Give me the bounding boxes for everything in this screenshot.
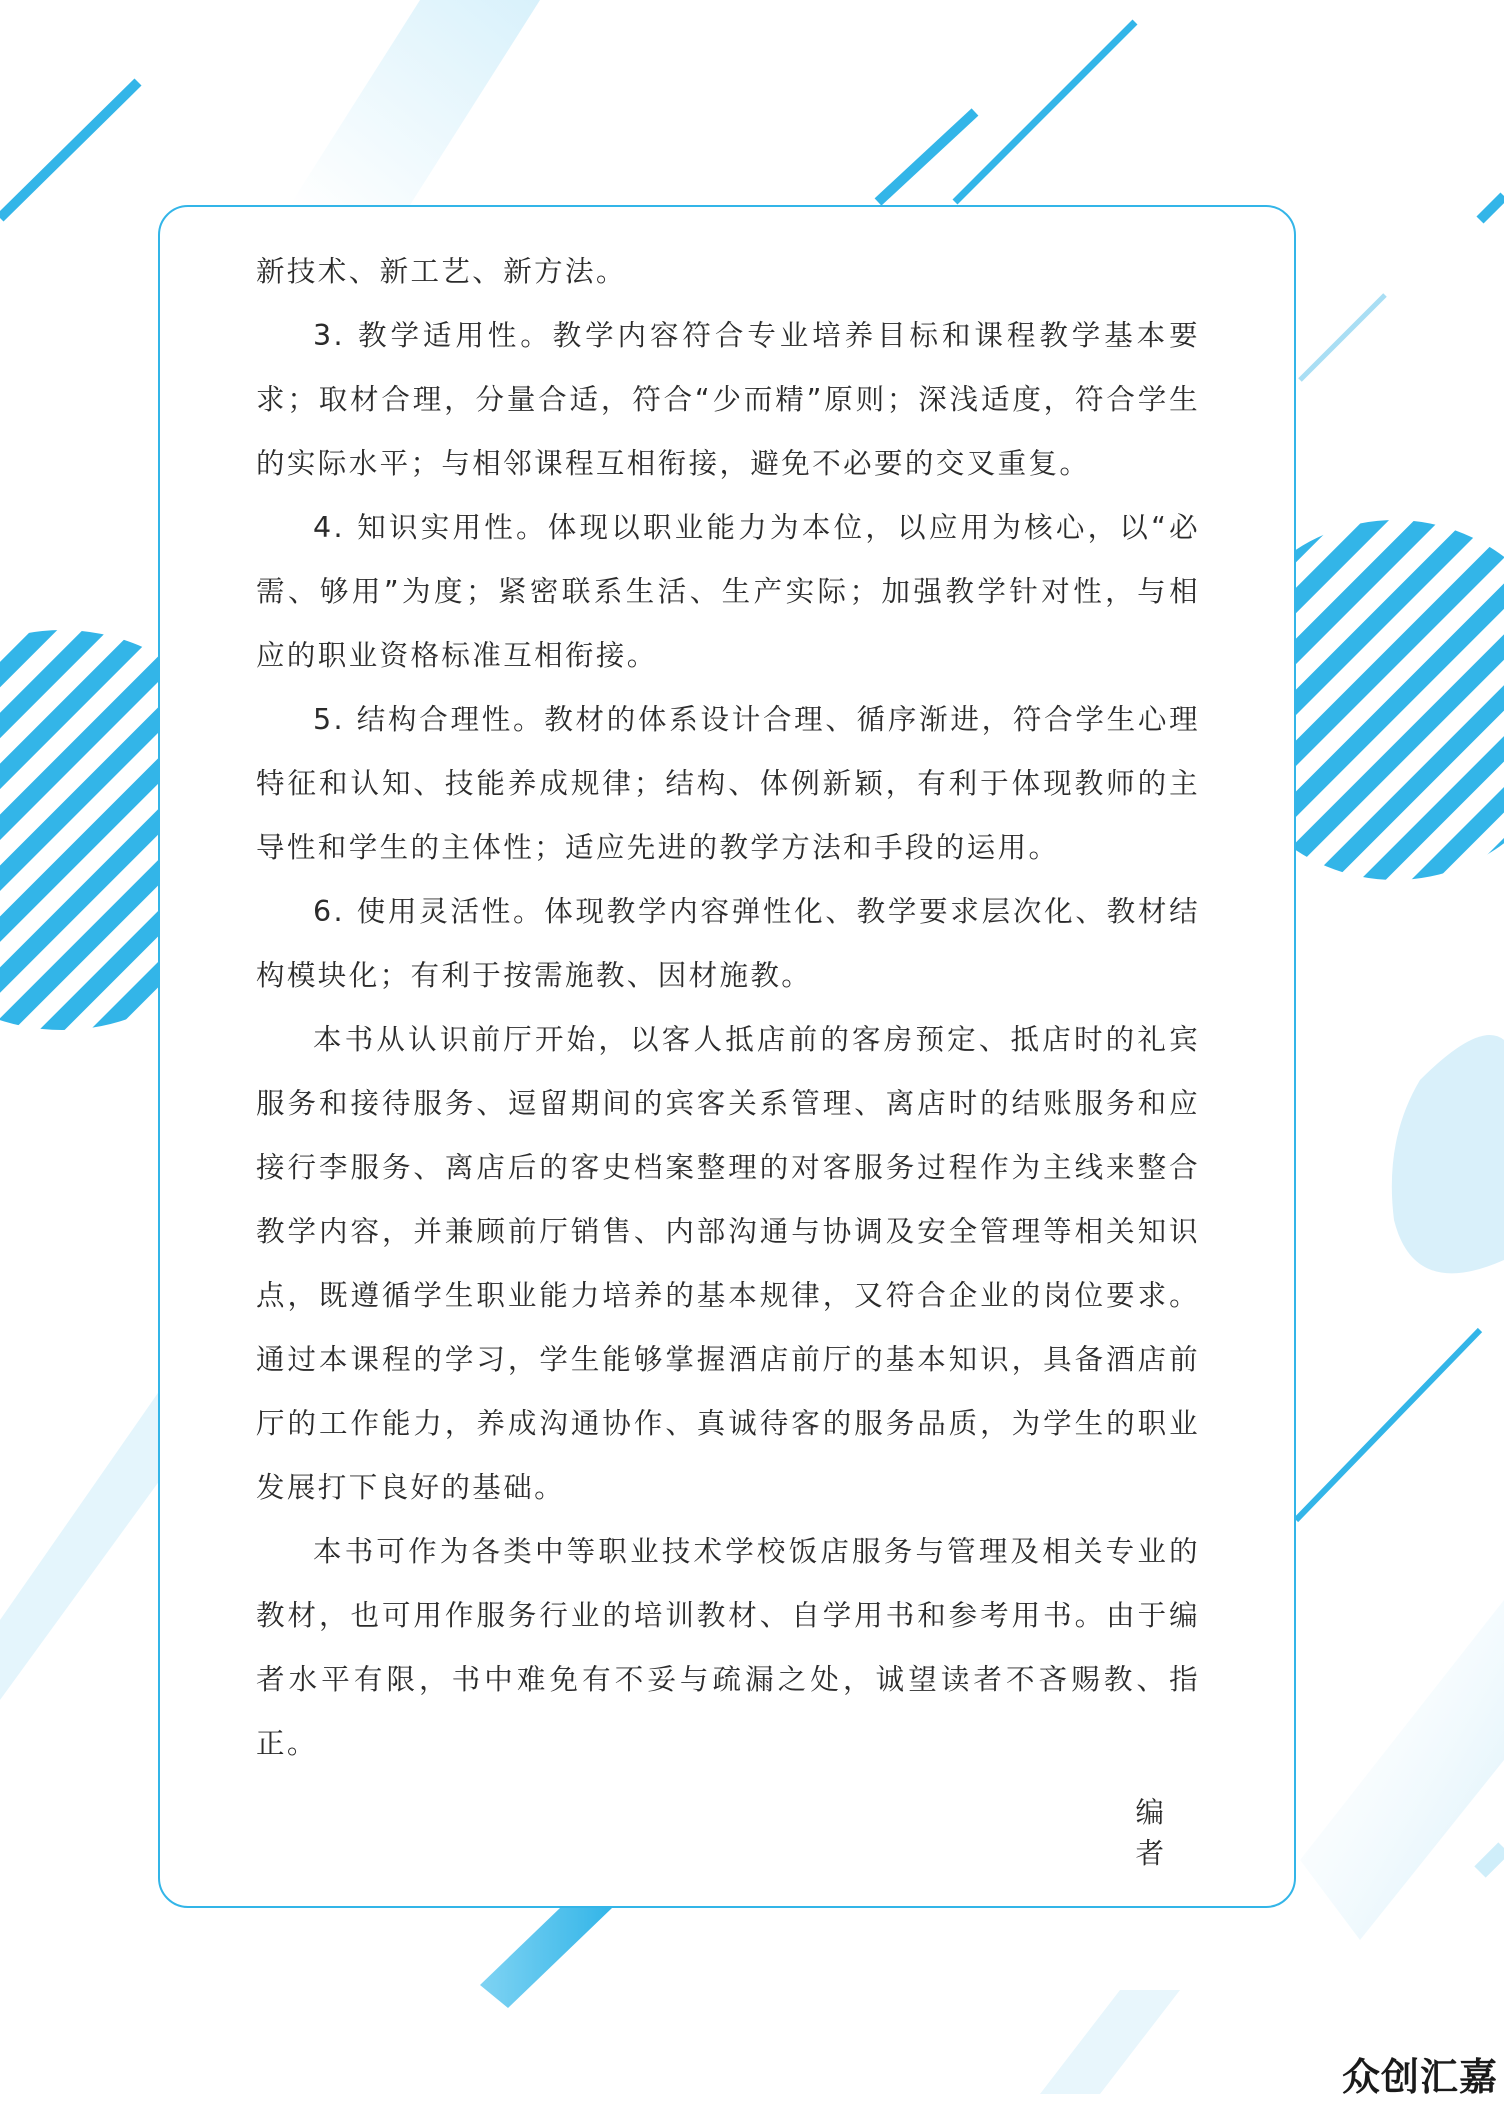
paragraph: 3. 教学适用性。教学内容符合专业培养目标和课程教学基本要求；取材合理，分量合适，符合“少而精”原则；深浅适度，符合学生的实际水平；与相邻课程互相衔接，避免不必要的交叉重复。 [256, 319, 1200, 480]
document-body [256, 240, 1200, 1776]
light-band [1040, 1990, 1180, 2094]
paragraph: 本书从认识前厅开始，以客人抵店前的客房预定、抵店时的礼宾服务和接待服务、逗留期间的宾客关系管理、离店时的结账服务和应接行李服务、离店后的客史档案整理的对客服务过程作为主线来整合教学内容，并兼顾前厅销售、内部沟通与协调及安全管理等相关知识点，既遵循学生职业能力培养的基本规律，又符合企业的岗位要求。通过本课程的学习，学生能够掌握酒店前厅的基本知识，具备酒店前厅的工作能力，养成沟通协作、真诚待客的服务品质，为学生的职业发展打下良好的基础。 [256, 1023, 1200, 1504]
light-ellipse [1392, 1035, 1504, 1273]
light-band [0, 1390, 160, 1700]
paragraph: 6. 使用灵活性。体现教学内容弹性化、教学要求层次化、教材结构模块化；有利于按需施教、因材施教。 [256, 895, 1200, 992]
paragraph: 5. 结构合理性。教材的体系设计合理、循序渐进，符合学生心理特征和认知、技能养成规律；结构、体例新颖，有利于体现教师的主导性和学生的主体性；适应先进的教学方法和手段的运用。 [256, 703, 1200, 864]
paragraph: 新技术、新工艺、新方法。 [256, 255, 627, 288]
light-band [1300, 1600, 1504, 1940]
light-band [290, 0, 540, 205]
paragraph: 4. 知识实用性。体现以职业能力为本位，以应用为核心，以“必需、够用”为度；紧密联系生活、生产实际；加强教学针对性，与相应的职业资格标准互相衔接。 [256, 511, 1200, 672]
watermark: 众创汇嘉 [1341, 2055, 1498, 2099]
paragraph: 本书可作为各类中等职业技术学校饭店服务与管理及相关专业的教材，也可用作服务行业的培训教材、自学用书和参考用书。由于编者水平有限，书中难免有不妥与疏漏之处，诚望读者不吝赐教、指正。 [256, 1535, 1200, 1760]
author-signature: 编者 [1135, 1796, 1200, 1870]
